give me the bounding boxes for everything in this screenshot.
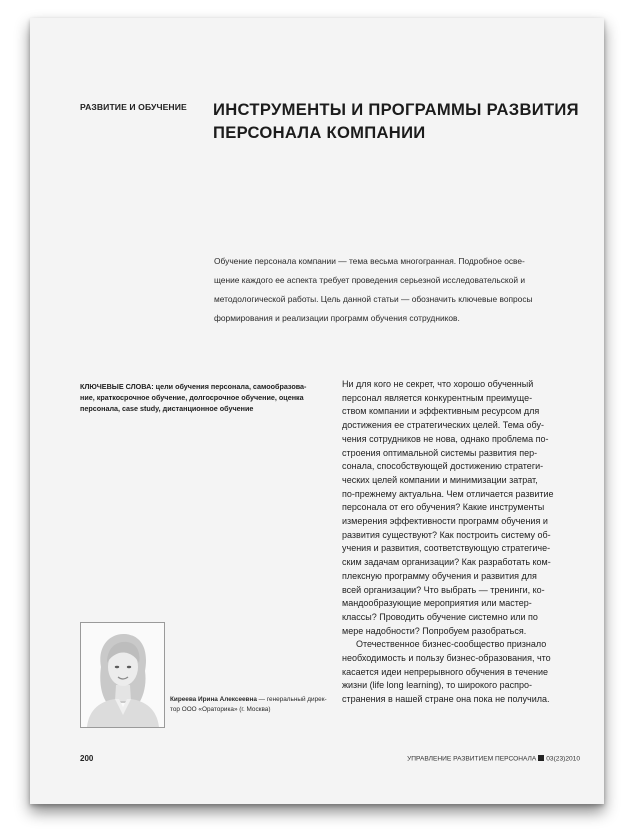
title-line-2: ПЕРСОНАЛА КОМПАНИИ bbox=[213, 123, 426, 142]
body-line: персонала от его обучения? Какие инструменты bbox=[342, 502, 545, 513]
author-role-1: — генеральный дирек- bbox=[256, 696, 327, 703]
body-line: сонала, способствующей достижению стратеги- bbox=[342, 461, 544, 472]
body-line: ческих целей компании и минимизации затрат, bbox=[342, 474, 538, 485]
keywords-line-1 bbox=[80, 381, 332, 392]
journal-name: УПРАВЛЕНИЕ РАЗВИТИЕМ ПЕРСОНАЛА bbox=[407, 755, 537, 763]
lead-line: Обучение персонала компании — тема весьма многогранная. Подробное осве- bbox=[214, 256, 525, 266]
keywords-block bbox=[80, 381, 332, 414]
article-title bbox=[213, 98, 593, 144]
journal-issue: 03(23)2010 bbox=[546, 755, 580, 763]
section-label: РАЗВИТИЕ И ОБУЧЕНИЕ bbox=[80, 102, 187, 112]
body-line: измерения эффективности программ обучения и bbox=[342, 516, 548, 527]
body-line: мере надобности? Попробуем разобраться. bbox=[342, 625, 527, 636]
square-bullet-icon bbox=[538, 755, 544, 761]
body-line: Ни для кого не секрет, что хорошо обученный bbox=[342, 379, 534, 389]
author-name: Киреева Ирина Алексеевна bbox=[170, 696, 257, 703]
lead-paragraph bbox=[214, 252, 596, 328]
magazine-page bbox=[30, 18, 604, 804]
keywords-label: КЛЮЧЕВЫЕ СЛОВА: bbox=[80, 382, 154, 391]
keywords-text-3: персонала, case study, дистанционное обучение bbox=[80, 404, 254, 413]
body-line: всей организации? Что выбрать — тренинги, ко- bbox=[342, 584, 545, 595]
body-line: достижения ее стратегических целей. Тема обу- bbox=[342, 420, 544, 431]
body-line: ским задачам организации? Как разработать ком- bbox=[342, 557, 551, 568]
body-line: Отечественное бизнес-сообщество признало bbox=[356, 639, 547, 650]
title-line-1: ИНСТРУМЕНТЫ И ПРОГРАММЫ РАЗВИТИЯ bbox=[213, 100, 579, 119]
lead-line: формирования и реализации программ обучения сотрудников. bbox=[214, 313, 460, 323]
body-line: классы? Проводить обучение системно или по bbox=[342, 611, 538, 622]
body-line: учения и развития, соответствующую стратегиче- bbox=[342, 543, 551, 554]
body-line: плексную программу обучения и развития для bbox=[342, 570, 537, 581]
author-photo bbox=[80, 622, 165, 728]
body-line: касается идеи непрерывного обучения в течение bbox=[342, 666, 548, 677]
article-body bbox=[342, 378, 597, 707]
body-line: по-прежнему актуальна. Чем отличается развитие bbox=[342, 488, 554, 499]
caption-line-1 bbox=[170, 695, 340, 705]
body-line: строения оптимальной системы развития пер- bbox=[342, 447, 538, 458]
body-line: ством компании и эффективным ресурсом для bbox=[342, 406, 540, 417]
journal-footer bbox=[407, 755, 580, 763]
lead-line: методологической работы. Цель данной статьи — обозначить ключевые вопросы bbox=[214, 294, 533, 304]
body-line: развития существуют? Как построить систему об- bbox=[342, 529, 551, 540]
keywords-text-1: цели обучения персонала, самообразова- bbox=[153, 382, 307, 391]
author-role-2: тор ООО «Ораторика» (г. Москва) bbox=[170, 706, 271, 713]
page-number: 200 bbox=[80, 754, 94, 763]
body-line: мандообразующие мероприятия или мастер- bbox=[342, 598, 532, 609]
author-portrait-image bbox=[81, 623, 164, 727]
lead-line: щение каждого ее аспекта требует проведения серьезной исследовательской и bbox=[214, 275, 526, 285]
author-caption bbox=[170, 695, 340, 715]
body-line: персонал является конкурентным преимуще- bbox=[342, 392, 533, 403]
body-line: необходимость и пользу бизнес-образования, что bbox=[342, 653, 551, 664]
keywords-text-2: ние, краткосрочное обучение, долгосрочное обучение, оценка bbox=[80, 393, 304, 402]
body-line: странения в нашей стране она пока не получила. bbox=[342, 694, 550, 705]
body-line: жизни (life long learning), то широкого распро- bbox=[342, 680, 533, 691]
body-line: чения сотрудников не нова, однако проблема по- bbox=[342, 433, 549, 444]
